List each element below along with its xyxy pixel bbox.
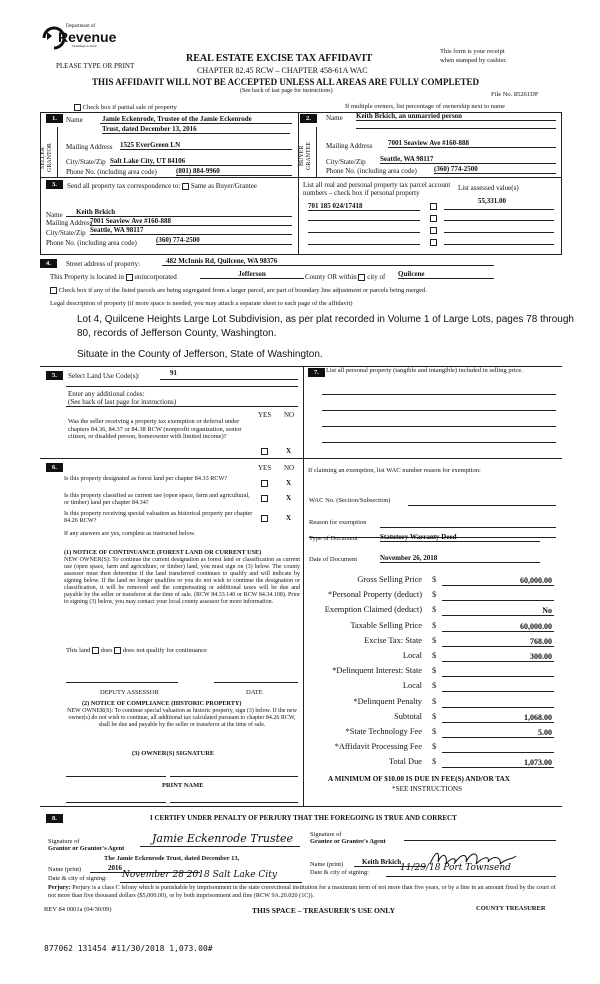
money-label: Local: [402, 651, 422, 660]
exemption-question: Was the seller receiving a property tax exemption or deferral under chapters 84.36, 84.37 or 84.38 RCW (nonprofit organization, senior citizen, or disabled person, homeowner with limited income)?: [68, 418, 242, 441]
money-underline: [442, 585, 554, 586]
seller-mailing-label: Mailing Address: [66, 143, 113, 151]
multiple-owners-note: If multiple owners, list percentage of ownership next to name: [345, 103, 505, 110]
see-back-note: (See back of last page for instructions): [240, 88, 333, 94]
money-underline: [442, 737, 554, 738]
legal-description-label: Legal description of property (if more space is needed, you may attach a separate sheet to each page of the affidavit): [50, 300, 353, 307]
money-underline: [442, 752, 554, 753]
assessed-header: List assessed value(s): [458, 184, 519, 192]
dollar-sign: $: [432, 711, 437, 721]
unincorporated-checkbox[interactable]: [126, 274, 133, 281]
buyer-mailing-label: Mailing Address: [326, 142, 373, 150]
additional-codes-label: Enter any additional codes:: [68, 390, 145, 398]
receipt-note-1: This form is your receipt: [440, 48, 505, 55]
correspondence-section-number: 3.: [46, 180, 63, 189]
money-label: *State Technology Fee: [345, 727, 422, 736]
logo-sub-text: Washington State: [72, 44, 97, 48]
money-value[interactable]: 768.00: [530, 636, 552, 646]
please-type-note: PLEASE TYPE OR PRINT: [56, 62, 135, 70]
forest-section-number: 6.: [46, 463, 63, 472]
forest-q2-yes-checkbox[interactable]: [261, 494, 268, 502]
partial-sale-row[interactable]: [74, 104, 177, 111]
forest-question-1: Is this property designated as forest land per chapter 84.33 RCW?: [64, 475, 228, 482]
money-underline: [442, 600, 554, 601]
correspondence-phone-field[interactable]: (360) 774-2500: [156, 236, 292, 245]
seller-section-number: 1.: [46, 114, 63, 123]
exemption-yes-checkbox[interactable]: [261, 447, 268, 455]
page-title: REAL ESTATE EXCISE TAX AFFIDAVIT: [186, 53, 373, 64]
seller-name-label: Name: [66, 116, 83, 124]
money-value[interactable]: 60,000.00: [520, 576, 552, 585]
logo-main-text: Revenue: [58, 29, 117, 45]
buyer-phone-label: Phone No. (including area code): [326, 167, 417, 175]
seller-name-line-1[interactable]: Jamie Eckenrode, Trustee of the Jamie Eckenrode: [102, 115, 252, 123]
legal-description-line-3[interactable]: Situate in the County of Jefferson, State of Washington.: [77, 349, 323, 360]
land-use-section-number: 5.: [46, 371, 63, 380]
treasurer-space-label: THIS SPACE – TREASURER'S USE ONLY: [252, 906, 396, 915]
money-underline: [442, 615, 554, 616]
grantor-name-print-field[interactable]: 2016: [90, 864, 200, 873]
correspondence-phone-label: Phone No. (including area code): [46, 239, 137, 247]
buyer-name-field[interactable]: Keith Brkich, an unmarried person: [356, 112, 556, 121]
money-underline: [442, 691, 554, 692]
segregated-checkbox[interactable]: [50, 287, 57, 294]
forest-q1-no-mark[interactable]: X: [286, 479, 292, 487]
parcel-number-1[interactable]: 701 185 024/17418: [308, 202, 420, 211]
personal-property-label: List all personal property (tangible and intangible) included in selling price.: [326, 367, 523, 374]
buyer-name-label: Name: [326, 114, 343, 122]
seller-city-field[interactable]: Salt Lake City, UT 84106: [110, 157, 292, 166]
money-underline: [442, 631, 554, 632]
seller-city-label: City/State/Zip: [66, 158, 106, 166]
seller-side-label: SELLER GRANTOR: [40, 143, 53, 173]
does-not-qualify-checkbox[interactable]: [114, 647, 121, 654]
same-as-buyer-checkbox[interactable]: [182, 183, 189, 190]
seller-phone-label: Phone No. (including area code): [66, 168, 157, 176]
exemption-reason-header: If claiming an exemption, list WAC number reason for exemption:: [308, 467, 481, 474]
grantee-date-city-label: Date & city of signing:: [310, 869, 369, 876]
logo-top-text: Department of: [66, 24, 96, 29]
correspondence-name-field[interactable]: Keith Brkich: [66, 208, 292, 217]
parcels-header-1: List all real and personal property tax parcel account: [303, 181, 451, 189]
qualify-row: This land does does not qualify for continuance: [66, 647, 207, 654]
money-label: Gross Selling Price: [357, 575, 422, 584]
forest-question-3: Is this property receiving special valuation as historical property per chapter 84.26 RCW?: [64, 510, 253, 525]
correspondence-mailing-label: Mailing Address: [46, 219, 93, 227]
personal-section-number: 7.: [308, 368, 325, 377]
parcel-checkbox-4[interactable]: [430, 238, 437, 246]
city-checkbox[interactable]: [358, 274, 365, 281]
dollar-sign: $: [432, 757, 437, 767]
wac-number-label: WAC No. (Section/Subsection): [309, 497, 391, 504]
money-label: Subtotal: [394, 711, 422, 721]
money-label: *Affidavit Processing Fee: [334, 742, 422, 752]
partial-sale-checkbox[interactable]: [74, 104, 81, 111]
money-underline: [442, 676, 554, 677]
forest-question-2: Is this property classified as current use (open space, farm and agricultural, or timber) land per chapter 84.34?: [64, 492, 250, 507]
exemption-reason-label: Reason for exemption: [309, 519, 367, 526]
parcel-checkbox-2[interactable]: [430, 214, 437, 222]
form-revision: REV 84 0001a (04/30/09): [44, 906, 112, 913]
dollar-sign: $: [432, 620, 437, 630]
parcel-checkbox-1[interactable]: [430, 202, 437, 210]
money-label: Exemption Claimed (deduct): [324, 605, 422, 615]
money-label: Excise Tax: State: [364, 635, 422, 645]
grantee-signature-label: Signature of Grantee or Grantee's Agent: [310, 831, 386, 846]
located-row: This Property is located in unincorporated: [50, 273, 177, 281]
chapter-subtitle: CHAPTER 82.45 RCW – CHAPTER 458-61A WAC: [197, 66, 368, 75]
land-use-see-back: (See back of last page for instructions): [68, 398, 177, 406]
money-label: *Delinquent Penalty: [353, 696, 422, 706]
grantor-signature-label: Signature of Grantor or Grantor's Agent: [48, 838, 125, 853]
dollar-sign: $: [432, 742, 437, 752]
exemption-no-mark[interactable]: X: [286, 447, 292, 455]
certify-title: I CERTIFY UNDER PENALTY OF PERJURY THAT THE FOREGOING IS TRUE AND CORRECT: [150, 814, 457, 822]
dollar-sign: $: [432, 727, 437, 736]
document-type-label: Type of Document: [309, 535, 358, 542]
parcel-checkbox-3[interactable]: [430, 226, 437, 234]
land-use-yes-header: YES: [258, 411, 272, 419]
minimum-fee-note: A MINIMUM OF $10.00 IS DUE IN FEE(S) AND/OR TAX: [328, 775, 510, 783]
grantor-date-city-field[interactable]: November 28 2018 Salt Lake City: [122, 870, 277, 880]
see-instructions-note: *SEE INSTRUCTIONS: [392, 785, 463, 793]
dollar-sign: $: [432, 696, 437, 706]
forest-q1-yes-checkbox[interactable]: [261, 479, 268, 487]
forest-no-header: NO: [284, 464, 295, 472]
dollar-sign: $: [432, 681, 437, 691]
land-use-code-field[interactable]: 91: [170, 369, 177, 377]
money-underline: [442, 722, 554, 723]
grantee-date-city-field[interactable]: 11/29/18 Port Townsend: [400, 863, 511, 873]
money-value[interactable]: 1,073.00: [524, 758, 552, 768]
warning-banner: THIS AFFIDAVIT WILL NOT BE ACCEPTED UNLESS ALL AREAS ARE FULLY COMPLETED: [92, 77, 480, 87]
money-label: *Delinquent Interest: State: [332, 666, 422, 676]
county-treasurer-label: COUNTY TREASURER: [476, 905, 546, 912]
perjury-notice: Perjury: Perjury is a class C felony which is punishable by imprisonment in the state correctional institution for a maximum term of not more than five years, or by a fine in an amount fixed by the court of not more than five thousand dollars ($5,000.00), or by both imprisonment and fine (RCW 9A.20.020 (1C)).: [48, 884, 556, 899]
street-section-number: 4.: [40, 259, 57, 268]
seller-phone-field[interactable]: (801) 884-9960: [176, 167, 292, 176]
segregated-row: Check box if any of the listed parcels are being segregated from a larger parcel, are part of boundary line adjustment or parcels being merged.: [50, 287, 427, 294]
certify-section-number: 8.: [46, 814, 63, 823]
seller-name-line-2[interactable]: Trust, dated December 13, 2016: [102, 125, 290, 134]
money-label: *Personal Property (deduct): [328, 590, 422, 600]
buyer-city-label: City/State/Zip: [326, 158, 366, 166]
money-underline: [442, 646, 554, 647]
city-field[interactable]: Quilcene: [398, 270, 494, 279]
money-underline: [442, 767, 554, 768]
grantor-signature[interactable]: Jamie Eckenrode Trustee: [152, 832, 294, 845]
buyer-section-number: 2.: [300, 114, 317, 123]
does-qualify-checkbox[interactable]: [92, 647, 99, 654]
forest-yes-header: YES: [258, 464, 272, 472]
correspondence-name-label: Name: [46, 211, 63, 219]
dollar-sign: $: [432, 575, 437, 584]
notice-continuance-body: NEW OWNER(S): To continue the current designation as forest land or classification as current use (open space, farm and agriculture, or timber) land, you must sign on (3) below. The county assessor must then determine if the land transferred continues to qualify and will indicate by signing below. If the land no longer qualifies or you do not wish to continue the designation or classification, it will be removed and the compensating or additional taxes will be due and payable by the seller or transferor at the time of sale. (RCW 84.33.140 or RCW 84.34.108). Prior to signing (3) below, you may contact your local county assessor for more information.: [64, 557, 300, 606]
print-name-label: PRINT NAME: [162, 782, 204, 789]
forest-q3-yes-checkbox[interactable]: [261, 514, 268, 522]
grantor-trust-name: The Jamie Eckenrode Trust, dated December 13,: [104, 855, 240, 862]
assessed-value-1[interactable]: 55,331.00: [478, 197, 506, 205]
land-use-no-header: NO: [284, 411, 295, 419]
notice-compliance-title: (2) NOTICE OF COMPLIANCE (HISTORIC PROPERTY): [82, 700, 242, 707]
money-underline: [442, 707, 554, 708]
forest-q2-no-mark[interactable]: X: [286, 494, 292, 502]
money-label: Total Due: [388, 757, 422, 767]
money-value[interactable]: 300.00: [530, 652, 552, 661]
dollar-sign: $: [432, 635, 437, 645]
money-label: Local: [402, 681, 422, 691]
buyer-mailing-field[interactable]: 7001 Seaview Ave #160-888: [388, 139, 556, 148]
street-address-field[interactable]: 482 McInnis Rd, Quilcene, WA 98376: [162, 257, 494, 266]
parcels-header-2: numbers – check box if personal property: [303, 189, 420, 197]
correspondence-city-field[interactable]: Seattle, WA 98117: [90, 226, 292, 235]
grantor-name-print-label: Name (print): [48, 866, 82, 873]
seller-mailing-field[interactable]: 1525 EverGreen LN: [120, 141, 292, 150]
dollar-sign: $: [432, 590, 437, 600]
grantor-date-city-label: Date & city of signing:: [48, 875, 107, 882]
forest-if-yes-note: If any answers are yes, complete as instructed below.: [64, 530, 196, 537]
receipt-note-2: when stamped by cashier.: [440, 57, 507, 64]
correspondence-city-label: City/State/Zip: [46, 229, 86, 237]
street-address-label: Street address of property:: [66, 260, 141, 268]
notice-continuance-title: (1) NOTICE OF CONTINUANCE (FOREST LAND OR CURRENT USE): [64, 549, 262, 556]
document-date-field[interactable]: November 26, 2018: [380, 554, 540, 563]
money-value[interactable]: No: [542, 606, 552, 616]
document-date-label: Date of Document: [309, 556, 358, 563]
document-type-field[interactable]: Statutory Warranty Deed: [380, 533, 540, 542]
money-underline: [442, 661, 554, 662]
buyer-city-field[interactable]: Seattle, WA 98117: [380, 155, 556, 164]
dollar-sign: $: [432, 605, 437, 615]
assessor-date-label: DATE: [246, 689, 263, 696]
same-as-buyer-label: Same as Buyer/Grantee: [190, 182, 257, 190]
dollar-sign: $: [432, 651, 437, 660]
notice-compliance-body: NEW OWNER(S): To continue special valuation as historic property, sign (3) below. If the new owner(s) do not wish to continue, all additional tax calculated pursuant to chapter 84.26 RCW, shall be due and payable by the seller or transferor at the time of sale.: [67, 708, 297, 729]
revenue-logo: [38, 24, 117, 56]
grantee-name-print-field[interactable]: Keith Brkich: [354, 858, 426, 867]
treasurer-stamp: 877062 131454 #11/30/2018 1,073.00#: [44, 944, 213, 953]
money-value[interactable]: 60,000.00: [520, 621, 552, 631]
partial-sale-label: Check box if partial sale of property: [82, 104, 177, 111]
money-value[interactable]: 1,068.00: [524, 712, 552, 722]
land-use-label: Select Land Use Code(s):: [68, 372, 140, 380]
forest-q3-no-mark[interactable]: X: [286, 514, 292, 522]
legal-description-line-1[interactable]: Lot 4, Quilcene Heights Large Lot Subdivision, as per plat recorded in Volume 1 of Large Lots, pages 78 through: [77, 314, 574, 325]
file-number: File No. 85261DF: [491, 91, 539, 98]
buyer-phone-field[interactable]: (360) 774-2500: [434, 165, 556, 174]
county-field[interactable]: Jefferson: [200, 270, 304, 279]
correspondence-mailing-field[interactable]: 7001 Seaview Ave #160-888: [90, 217, 292, 226]
correspondence-header: Send all property tax correspondence to: Same as Buyer/Grantee: [67, 182, 257, 190]
buyer-side-label: BUYER GRANTEE: [299, 142, 312, 170]
dollar-sign: $: [432, 666, 437, 676]
deputy-assessor-label: DEPUTY ASSESSOR: [100, 689, 159, 696]
owner-signature-label: (3) OWNER(S) SIGNATURE: [132, 750, 215, 757]
money-label: Taxable Selling Price: [350, 620, 422, 630]
money-value[interactable]: 5.00: [538, 728, 552, 737]
legal-description-line-2[interactable]: 80, records of Jefferson County, Washington.: [77, 328, 277, 339]
grantee-name-print-label: Name (print): [310, 861, 344, 868]
within-city-row: County OR within city of: [305, 273, 386, 281]
